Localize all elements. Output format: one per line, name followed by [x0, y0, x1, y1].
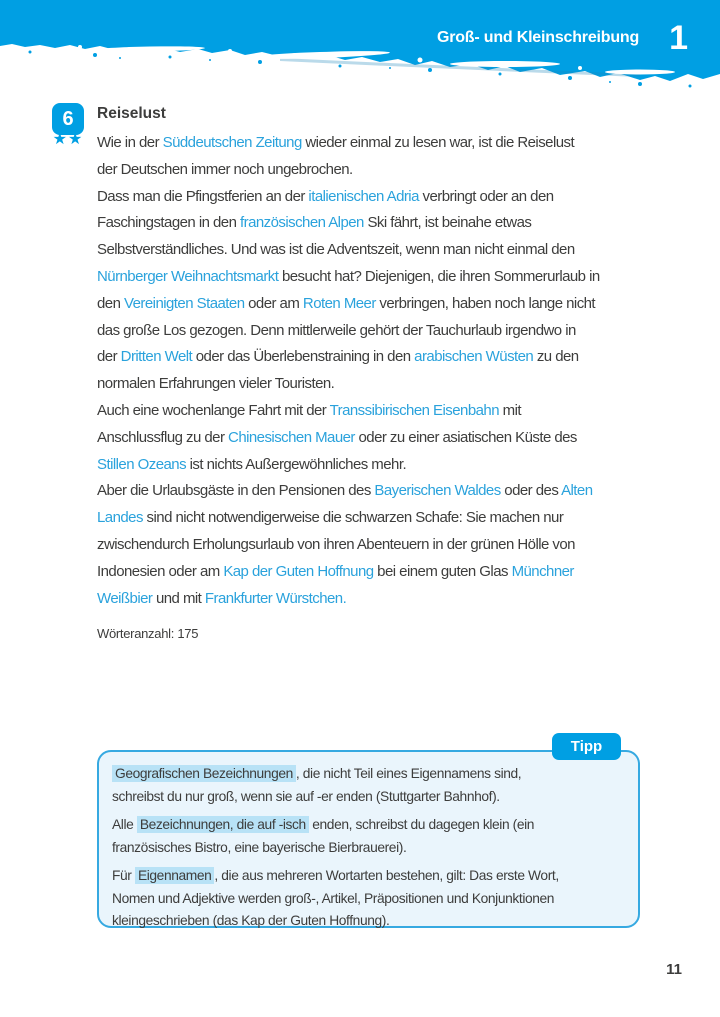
tip-tab: Tipp [552, 733, 621, 760]
tip-line [112, 763, 625, 786]
proper-name-term: Dritten Welt [120, 348, 193, 366]
article-text-segment: besucht hat? Diejenigen, die ihren Sommerurlaub in [278, 267, 600, 285]
proper-name-term: Weißbier [97, 589, 153, 607]
tip-text-segment: , die nicht Teil eines Eigennamens sind, [295, 766, 522, 781]
article-line [97, 237, 657, 264]
article-line [97, 157, 657, 184]
tip-line [112, 786, 625, 809]
chapter-number: 1 [669, 19, 688, 57]
article-text-segment: zwischendurch Erholungsurlaub von ihren Abenteuern in der grünen Hölle von [97, 535, 575, 553]
article-text-segment: den [97, 294, 124, 312]
article-text-segment: normalen Erfahrungen vieler Touristen. [97, 375, 335, 393]
proper-name-term: Süddeutschen Zeitung [162, 134, 302, 151]
tip-box [97, 750, 640, 928]
article-line [97, 371, 657, 398]
article-text-segment: Dass man die Pfingstferien an der [97, 187, 309, 205]
article-text-segment: Selbstverständliches. Und was ist die Adventszeit, wenn man nicht einmal den [97, 241, 575, 259]
page-header [437, 21, 688, 55]
article-line [97, 398, 657, 425]
article-line [97, 425, 657, 452]
tip-paragraph [112, 763, 625, 808]
proper-name-term: Vereinigten Staaten [124, 294, 245, 312]
proper-name-term: Roten Meer [302, 294, 376, 312]
article-text-segment: Wie in der [97, 134, 163, 151]
proper-name-term: Kap der Guten Hoffnung [223, 562, 374, 580]
page-number: 11 [666, 961, 682, 978]
rule-term-highlight: Bezeichnungen, die auf -isch [137, 816, 309, 833]
tip-line [112, 865, 625, 888]
proper-name-term: Transsibirischen Eisenbahn [329, 401, 499, 419]
article-line [97, 532, 657, 559]
article-line [97, 318, 657, 345]
proper-name-term: Landes [97, 509, 143, 527]
article-text-segment: oder des [500, 482, 562, 500]
article-text-segment: verbringt oder an den [418, 187, 554, 205]
chapter-title: Groß- und Kleinschreibung [436, 29, 640, 46]
article-text-segment: zu den [533, 348, 579, 366]
article-line [97, 184, 657, 211]
proper-name-term: französischen Alpen [240, 214, 364, 232]
proper-name-term: Stillen Ozeans [97, 455, 187, 473]
article-text-segment: der Deutschen immer noch ungebrochen. [97, 160, 353, 178]
article-line [97, 130, 657, 157]
article-line [97, 586, 657, 613]
article-text [97, 130, 657, 612]
article-line [97, 264, 657, 291]
article-text-segment: Anschlussflug zu der [97, 428, 229, 446]
article-text-segment: Auch eine wochenlange Fahrt mit der [97, 401, 330, 419]
article-text-segment: der [97, 348, 121, 366]
proper-name-term: Münchner [511, 562, 574, 580]
tip-line [112, 888, 625, 911]
article-line [97, 559, 657, 586]
tip-text-segment: enden, schreibst du dagegen klein (ein [308, 817, 535, 832]
proper-name-term: Bayerischen Waldes [374, 482, 501, 500]
article-line [97, 210, 657, 237]
article-text-segment: und mit [152, 589, 205, 607]
tip-line [112, 910, 625, 933]
article-text-segment: Ski fährt, ist beinahe etwas [363, 214, 532, 232]
article-text-segment: ist nichts Außergewöhnliches mehr. [186, 455, 407, 473]
article-line [97, 291, 657, 318]
tip-text-segment: französisches Bistro, eine bayerische Bierbrauerei). [112, 839, 407, 855]
proper-name-term: arabischen Wüsten [414, 348, 534, 366]
article-text-segment: wieder einmal zu lesen war, ist die Reiselust [301, 134, 575, 151]
tip-line [112, 814, 625, 837]
article-text-segment: Indonesien oder am [97, 562, 224, 580]
tip-line [112, 837, 625, 860]
proper-name-term: Frankfurter Würstchen. [204, 589, 347, 607]
article-text-segment: oder am [244, 294, 303, 312]
article-text-segment: Faschingstagen in den [97, 214, 241, 232]
proper-name-term: Alten [561, 482, 593, 500]
tip-paragraph [112, 814, 625, 859]
proper-name-term: Chinesischen Mauer [228, 428, 355, 446]
article-line [97, 478, 657, 505]
article-text-segment: verbringen, haben noch lange nicht [375, 294, 596, 312]
tip-text-segment: Nomen und Adjektive werden groß-, Artikel, Präpositionen und Konjunktionen [112, 890, 555, 906]
article-text-segment: oder das Überlebenstraining in den [192, 348, 415, 366]
article-line [97, 452, 657, 479]
tip-text-segment: kleingeschrieben (das Kap der Guten Hoffnung). [112, 913, 390, 928]
article-line [97, 344, 657, 371]
tip-text-segment: , die aus mehreren Wortarten bestehen, gilt: Das erste Wort, [214, 868, 559, 883]
article-text-segment: oder zu einer asiatischen Küste des [354, 428, 577, 446]
tip-paragraph [112, 865, 625, 933]
article-text-segment: sind nicht notwendigerweise die schwarzen Schafe: Sie machen nur [142, 509, 564, 527]
word-count: Wörteranzahl: 175 [97, 626, 199, 641]
rule-term-highlight: Geografischen Bezeichnungen [112, 765, 296, 782]
article-text-segment: Aber die Urlaubsgäste in den Pensionen des [97, 482, 375, 500]
exercise-title: Reiselust [97, 105, 166, 122]
tip-text-segment: Alle [112, 817, 137, 832]
article-text-segment: mit [499, 401, 521, 419]
article-text-segment: das große Los gezogen. Denn mittlerweile gehört der Tauchurlaub irgendwo in [97, 321, 576, 339]
article-line [97, 505, 657, 532]
tip-text-segment: Für [112, 868, 135, 883]
proper-name-term: italienischen Adria [308, 187, 419, 205]
difficulty-stars: ★★ [52, 129, 84, 148]
rule-term-highlight: Eigennamen [135, 867, 214, 884]
tip-text-segment: schreibst du nur groß, wenn sie auf -er enden (Stuttgarter Bahnhof). [112, 788, 500, 804]
proper-name-term: Nürnberger Weihnachtsmarkt [97, 267, 279, 285]
article-text-segment: bei einem guten Glas [373, 562, 512, 580]
exercise-number-badge: 6 [52, 103, 84, 135]
